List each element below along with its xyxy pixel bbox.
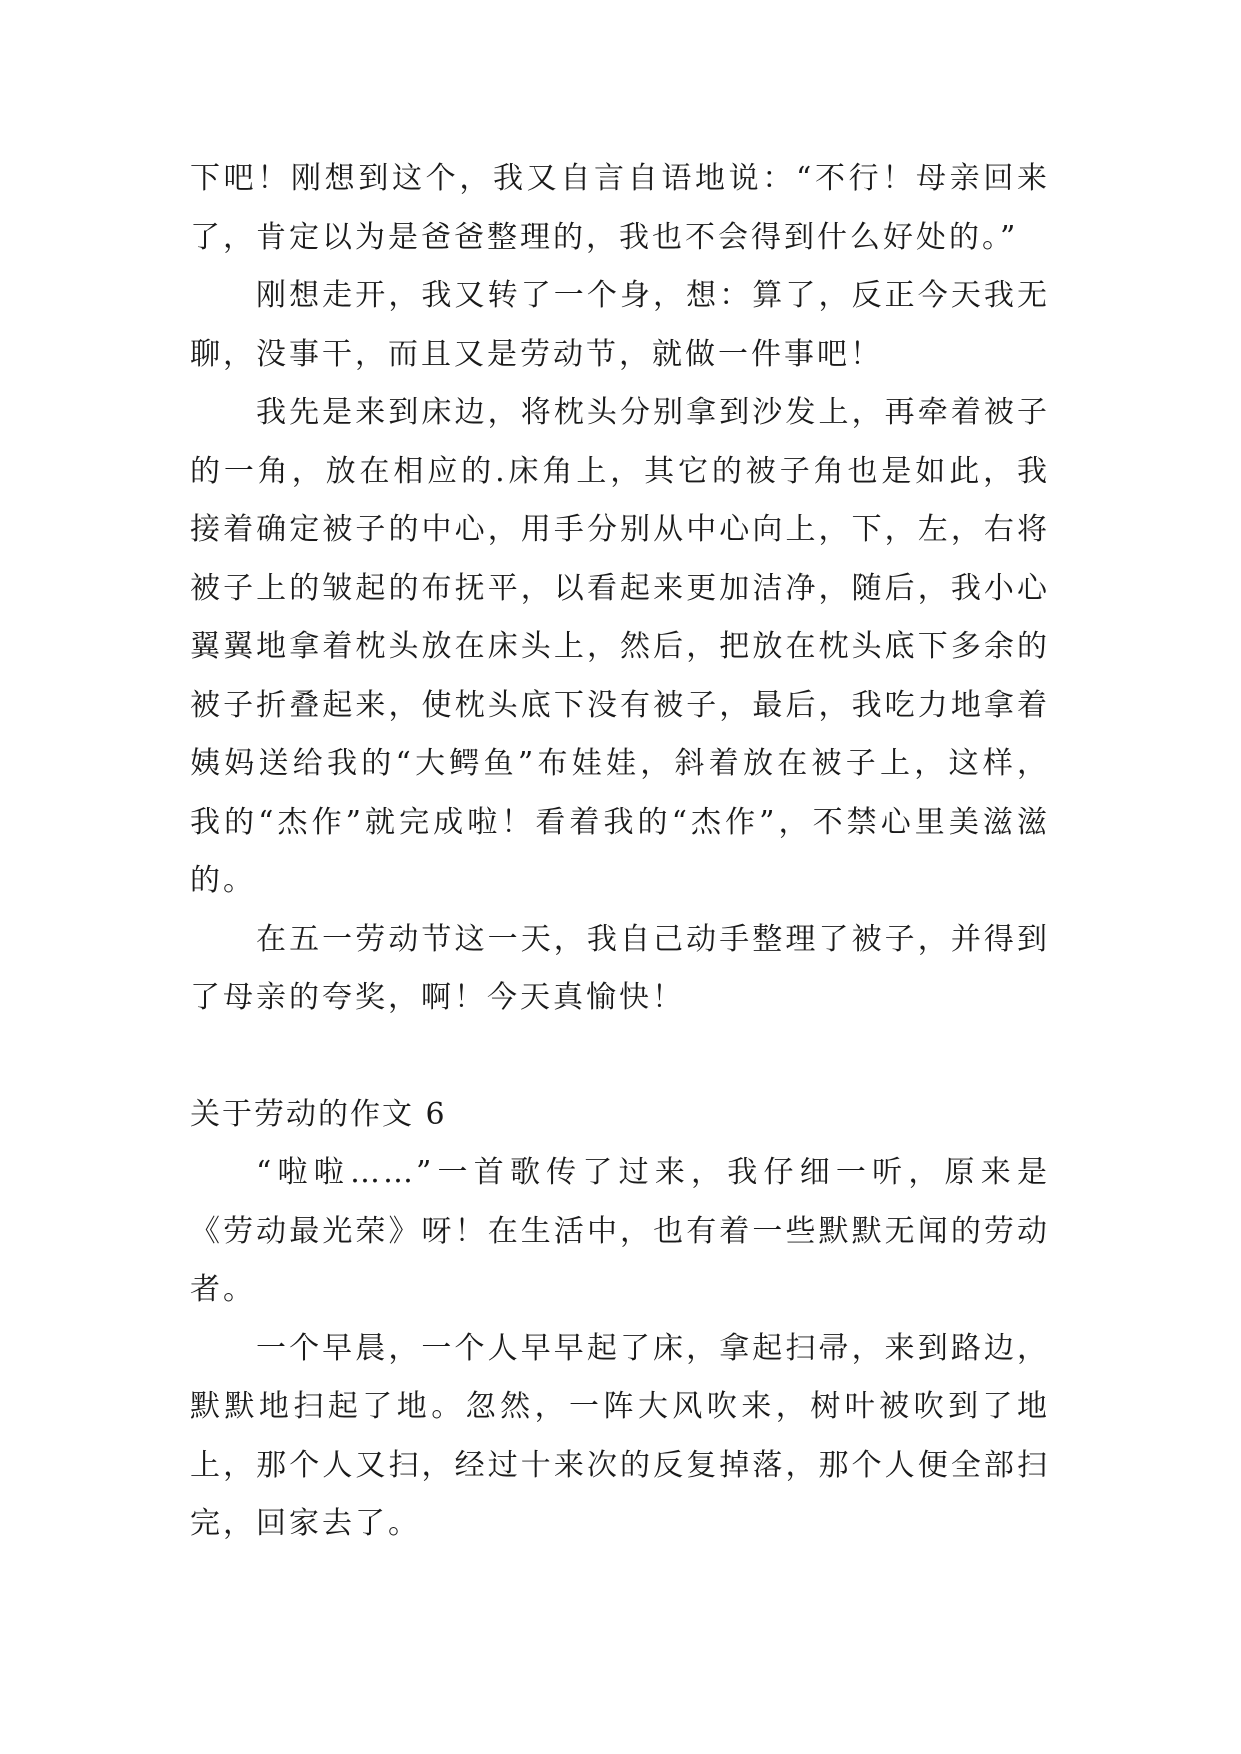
paragraph: 我先是来到床边，将枕头分别拿到沙发上，再牵着被子的一角，放在相应的.床角上，其它的被子角也是如此，我接着确定被子的中心，用手分别从中心向上，下，左，右将被子上的皱起的布抚平，以看起来更加洁净，随后，我小心翼翼地拿着枕头放在床头上，然后，把放在枕头底下多余的被子折叠起来，使枕头底下没有被子，最后，我吃力地拿着姨妈送给我的“大鳄鱼”布娃娃，斜着放在被子上，这样，我的“杰作”就完成啦！看着我的“杰作”，不禁心里美滋滋的。 — [190, 395, 1050, 898]
document-body — [190, 150, 1050, 1554]
paragraph: 刚想走开，我又转了一个身，想：算了，反正今天我无聊，没事干，而且又是劳动节，就做一件事吧！ — [190, 278, 1050, 372]
paragraph: 一个早晨，一个人早早起了床，拿起扫帚，来到路边，默默地扫起了地。忽然，一阵大风吹来，树叶被吹到了地上，那个人又扫，经过十来次的反复掉落，那个人便全部扫完，回家去了。 — [190, 1330, 1050, 1541]
section-title: 关于劳动的作文 6 — [190, 1096, 447, 1132]
paragraph: 在五一劳动节这一天，我自己动手整理了被子，并得到了母亲的夸奖，啊！今天真愉快！ — [190, 921, 1050, 1015]
paragraph-continuation: 下吧！刚想到这个，我又自言自语地说：“不行！母亲回来了，肯定以为是爸爸整理的，我也不会得到什么好处的。” — [190, 161, 1050, 255]
paragraph: “啦啦……”一首歌传了过来，我仔细一听，原来是《劳动最光荣》呀！在生活中，也有着一些默默无闻的劳动者。 — [190, 1155, 1050, 1307]
